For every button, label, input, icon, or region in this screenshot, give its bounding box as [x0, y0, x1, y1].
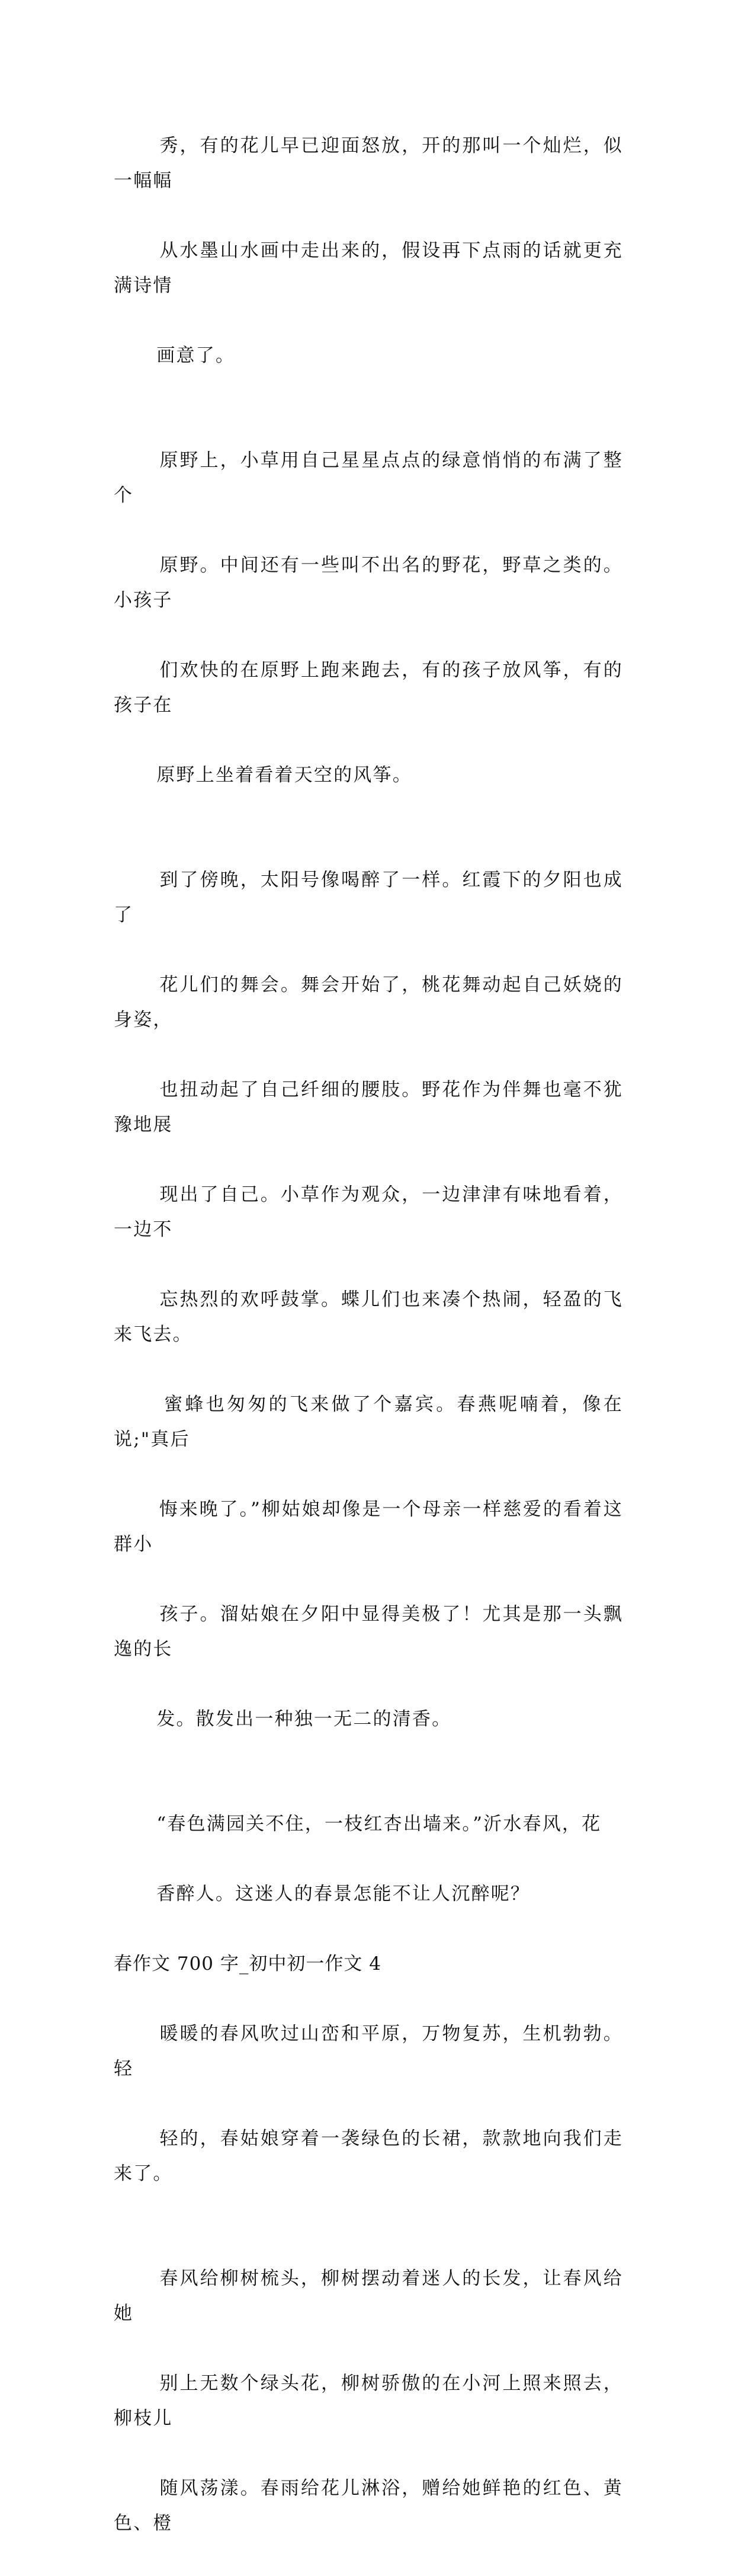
paragraph-2: [114, 408, 623, 828]
text-line: 暖暖的春风吹过山峦和平原，万物复苏，生机勃勃。轻: [114, 2023, 623, 2079]
text-line: 花儿们的舞会。舞会开始了，桃花舞动起自己妖娆的身姿，: [114, 974, 623, 1031]
paragraph-6: [114, 2226, 623, 2576]
text-line: 原野。中间还有一些叫不出名的野花，野草之类的。小孩子: [114, 555, 623, 611]
text-line: 画意了。: [156, 345, 236, 366]
text-line: 秀，有的花儿早已迎面怒放，开的那叫一个灿烂，似一幅幅: [114, 135, 623, 191]
text-line: 轻的，春姑娘穿着一袭绿色的长裙，款款地向我们走来了。: [114, 2128, 623, 2184]
paragraph-3: [114, 828, 623, 1772]
text-line: 到了傍晚，太阳号像喝醉了一样。红霞下的夕阳也成了: [114, 869, 623, 926]
text-line: 发。散发出一种独一无二的清香。: [156, 1708, 452, 1730]
text-line: 蜜蜂也匆匆的飞来做了个嘉宾。春燕呢喃着，像在说;"真后: [114, 1394, 624, 1450]
text-line: 忘热烈的欢呼鼓掌。蝶儿们也来凑个热闹，轻盈的飞来飞去。: [114, 1289, 623, 1345]
section-heading: 春作文 700 字_初中初一作文 4: [114, 1953, 381, 1975]
text-line: “春色满园关不住，一枝红杏出墙来。”沂水春风，花: [156, 1813, 602, 1835]
text-line: 原野上坐着看着天空的风筝。: [156, 764, 412, 786]
text-line: 们欢快的在原野上跑来跑去，有的孩子放风筝，有的孩子在: [114, 660, 623, 716]
paragraph-4: [114, 1772, 623, 1947]
text-line: 随风荡漾。春雨给花儿淋浴，赠给她鲜艳的红色、黄色、橙: [114, 2478, 623, 2534]
text-line: 从水墨山水画中走出来的，假设再下点雨的话就更充满诗情: [114, 240, 623, 296]
text-line: 悔来晚了。”柳姑娘却像是一个母亲一样慈爱的看着这群小: [114, 1499, 623, 1555]
text-line: 也扭动起了自己纤细的腰肢。野花作为伴舞也毫不犹豫地展: [114, 1079, 623, 1135]
text-line: 别上无数个绿头花，柳树骄傲的在小河上照来照去，柳枝儿: [114, 2373, 623, 2429]
text-line: 春风给柳树梳头，柳树摆动着迷人的长发，让春风给她: [114, 2268, 623, 2324]
text-line: 香醉人。这迷人的春景怎能不让人沉醉呢？: [156, 1883, 531, 1905]
text-line: 原野上，小草用自己星星点点的绿意悄悄的布满了整个: [114, 450, 623, 506]
text-line: 孩子。溜姑娘在夕阳中显得美极了！尤其是那一头飘逸的长: [114, 1604, 623, 1660]
text-line: 现出了自己。小草作为观众，一边津津有味地看着，一边不: [114, 1184, 623, 1240]
paragraph-1: [114, 94, 623, 408]
document-body: [114, 94, 623, 2576]
paragraph-5: [114, 1982, 623, 2226]
